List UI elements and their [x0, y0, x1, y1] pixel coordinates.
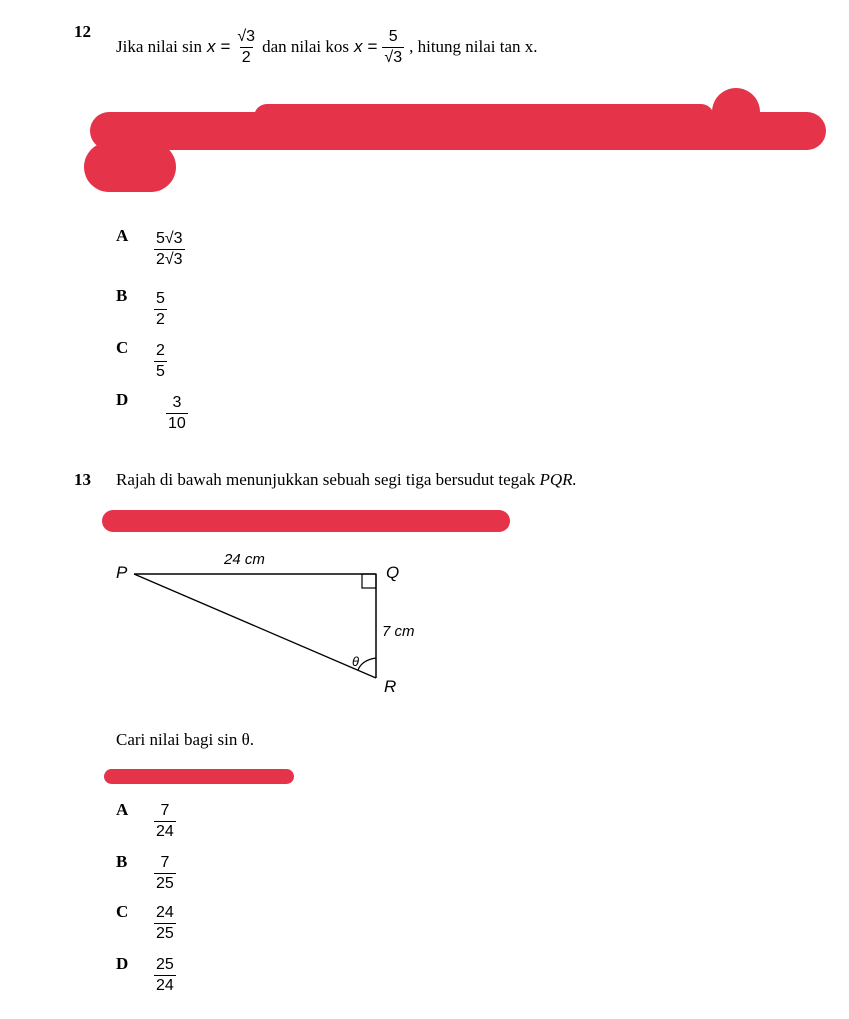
option-fraction — [154, 802, 176, 840]
redaction-mark-q12 — [84, 88, 828, 198]
q13-question-text: Cari nilai bagi sin θ. — [116, 730, 254, 749]
side-pr — [134, 574, 376, 678]
option-letter: B — [116, 852, 128, 871]
q13-triangle-name: PQR. — [539, 470, 577, 489]
redaction-mark-q13-answer — [104, 769, 294, 784]
option-denominator: 2√3 — [156, 250, 183, 268]
option-letter: D — [116, 390, 129, 409]
option-numerator: 7 — [160, 854, 170, 871]
option-fraction — [154, 854, 176, 892]
q12-cos-numerator: 5 — [388, 28, 398, 45]
option-denominator: 25 — [156, 924, 174, 942]
q12-var-x: x — [206, 37, 216, 57]
option-fraction — [166, 394, 188, 432]
right-angle-marker — [362, 574, 376, 588]
q12-lead-text: Jika nilai sin — [116, 37, 202, 57]
option-fraction — [154, 904, 176, 942]
redaction-stroke — [254, 104, 714, 130]
question-12-prompt — [116, 28, 538, 66]
vertex-label-p: P — [116, 563, 128, 582]
q12-sin-fraction — [235, 28, 257, 66]
angle-arc — [358, 658, 376, 670]
vertex-label-r: R — [384, 677, 397, 696]
option-denominator: 2 — [156, 310, 165, 328]
redaction-mark-q13 — [102, 510, 510, 532]
question-13-number: 13 — [74, 470, 91, 489]
option-numerator: 5 — [156, 290, 165, 307]
option-letter: C — [116, 902, 129, 921]
option-letter: A — [116, 226, 129, 245]
q13-prompt-text: Rajah di bawah menunjukkan sebuah segi tiga bersudut tegak — [116, 470, 536, 489]
option-fraction — [154, 956, 176, 994]
option-fraction — [154, 230, 185, 268]
option-numerator: 24 — [156, 904, 174, 921]
option-letter: D — [116, 954, 129, 973]
question-13-prompt — [116, 470, 577, 490]
q12-cos-denominator: √3 — [384, 48, 403, 66]
option-letter: B — [116, 286, 128, 305]
option-numerator: 25 — [156, 956, 174, 973]
option-numerator: 3 — [172, 394, 182, 411]
redaction-stroke — [712, 88, 760, 140]
option-fraction — [154, 290, 167, 328]
option-numerator: 2 — [156, 342, 165, 359]
option-denominator: 24 — [156, 822, 174, 840]
side-label-qr: 7 cm — [382, 623, 415, 640]
option-denominator: 10 — [168, 414, 186, 432]
option-numerator: 7 — [160, 802, 170, 819]
q12-cos-fraction — [382, 28, 404, 66]
side-label-pq: 24 cm — [224, 551, 265, 568]
triangle-pqr-diagram — [100, 548, 460, 708]
redaction-stroke — [84, 142, 176, 192]
option-denominator: 24 — [156, 976, 174, 994]
q12-tail-text: , hitung nilai tan x. — [409, 37, 538, 57]
q12-equals-2: = — [367, 37, 378, 57]
option-fraction — [154, 342, 167, 380]
angle-label-theta: θ — [352, 654, 360, 669]
q12-mid-text: dan nilai kos — [262, 37, 349, 57]
q12-sin-numerator: √3 — [237, 28, 256, 45]
option-numerator: 5√3 — [156, 230, 183, 247]
question-12-number: 12 — [74, 22, 91, 41]
option-letter: C — [116, 338, 129, 357]
option-denominator: 5 — [156, 362, 165, 380]
option-denominator: 25 — [156, 874, 174, 892]
vertex-label-q: Q — [386, 563, 400, 582]
q12-var-x-2: x — [353, 37, 363, 57]
q12-equals: = — [220, 37, 231, 57]
option-letter: A — [116, 800, 129, 819]
q12-sin-denominator: 2 — [241, 48, 251, 66]
